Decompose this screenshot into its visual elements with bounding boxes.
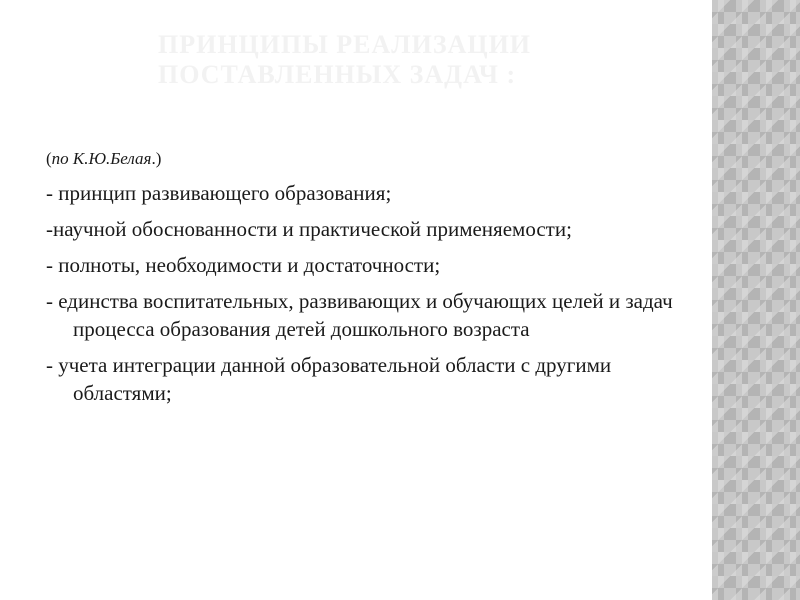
principle-item-1: - принцип развивающего образования; <box>46 181 392 205</box>
principle-item-5: - учета интеграции данной образовательной области с другими областями; <box>46 353 612 405</box>
slide-content <box>46 147 686 415</box>
author-open-paren: ( <box>46 149 52 168</box>
author-reference <box>46 147 686 171</box>
slide-title-line-2: ПОСТАВЛЕННЫХ ЗАДАЧ : <box>158 60 517 89</box>
principle-item-3: - полноты, необходимости и достаточности; <box>46 253 441 277</box>
principle-item-2: -научной обоснованности и практической применяемости; <box>46 217 572 241</box>
principle-item-4: - единства воспитательных, развивающих и обучающих целей и задач процесса образования детей дошкольного возраста <box>46 289 673 341</box>
slide-title <box>158 30 678 90</box>
author-name: по К.Ю.Белая <box>51 149 152 168</box>
decorative-side-pattern <box>712 0 800 600</box>
slide-title-line-1: ПРИНЦИПЫ РЕАЛИЗАЦИИ <box>158 30 532 59</box>
author-close-paren: .) <box>151 149 162 168</box>
